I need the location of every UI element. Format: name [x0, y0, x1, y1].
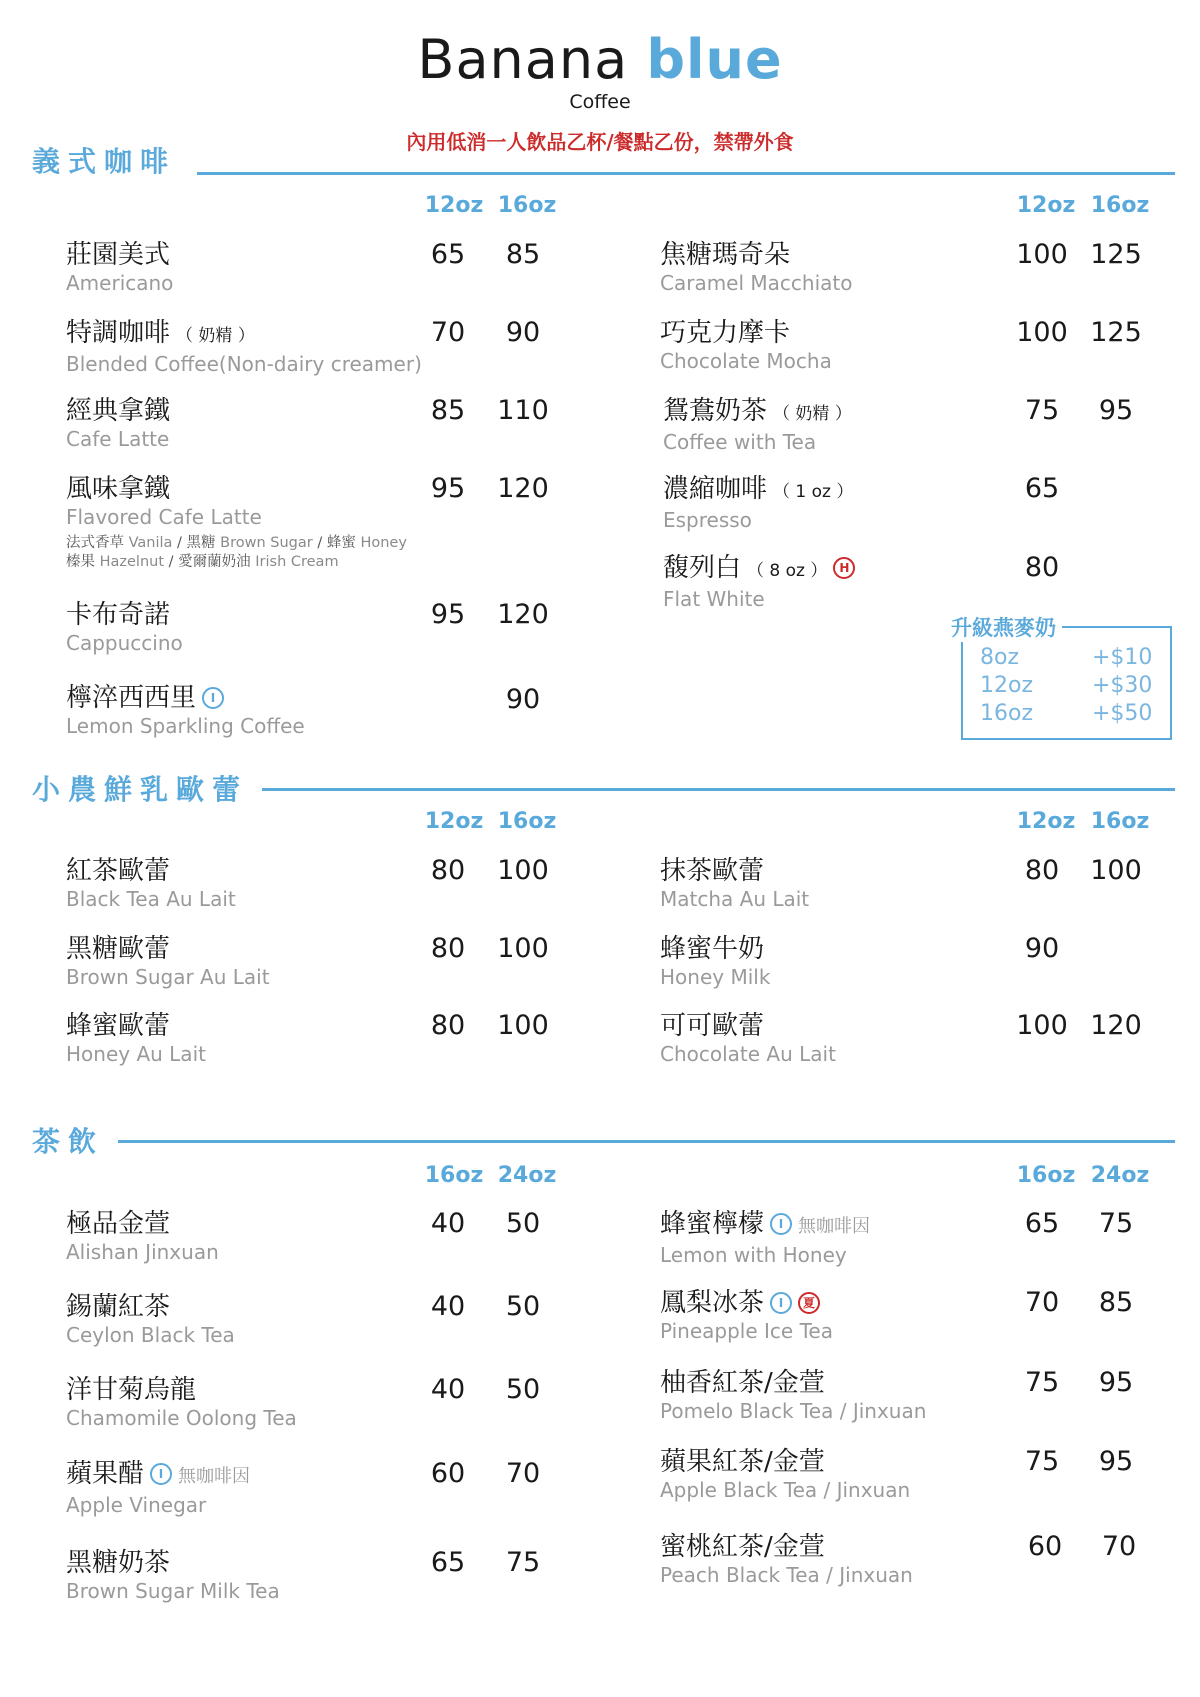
item-name-en: Pomelo Black Tea / Jinxuan [660, 1399, 927, 1423]
price: 60 [1027, 1531, 1063, 1562]
price: 120 [1090, 1010, 1142, 1041]
item-name-en: Lemon with Honey [660, 1243, 847, 1267]
hot-only-icon: H [833, 557, 855, 579]
item-name-en: Flat White [663, 587, 765, 611]
item-name-en: Lemon Sparkling Coffee [66, 714, 305, 738]
price: 50 [505, 1208, 541, 1239]
menu-item [66, 1459, 250, 1518]
flavor-en: Brown Sugar [220, 535, 313, 551]
decaf-label: 無咖啡因 [178, 1466, 251, 1487]
item-name-zh: 紅茶歐蕾 [66, 856, 171, 886]
item-name-zh: 鴛鴦奶茶 [663, 396, 768, 426]
price: 85 [1098, 1287, 1134, 1318]
menu-item [663, 396, 852, 455]
decaf-label: 無咖啡因 [798, 1216, 871, 1237]
oat-size: 12oz [980, 673, 1034, 698]
item-name-zh: 特調咖啡 [66, 318, 171, 348]
brand-subtitle: Coffee [569, 91, 631, 113]
brand-logo [0, 30, 1200, 90]
item-name-zh: 錫蘭紅茶 [66, 1292, 171, 1322]
item-name-zh: 莊園美式 [66, 240, 171, 270]
price: 120 [497, 473, 549, 504]
item-name-zh: 蜜桃紅茶/金萱 [660, 1532, 825, 1562]
item-name-en: Brown Sugar Au Lait [66, 965, 270, 989]
item-name-en: Coffee with Tea [663, 430, 817, 454]
price: 40 [430, 1374, 466, 1405]
item-name-en: Apple Black Tea / Jinxuan [660, 1478, 911, 1502]
price: 95 [430, 473, 466, 504]
menu-item [66, 1375, 297, 1431]
item-name-zh: 可可歐蕾 [660, 1011, 765, 1041]
item-name-en: Chocolate Au Lait [660, 1042, 836, 1066]
size-header: 16oz [497, 809, 557, 834]
item-name-zh: 經典拿鐵 [66, 396, 171, 426]
item-name-en: Apple Vinegar [66, 1493, 207, 1517]
oat-size: 8oz [980, 645, 1020, 670]
price: 100 [1016, 317, 1068, 348]
item-name-zh: 抹茶歐蕾 [660, 856, 765, 886]
menu-item [66, 474, 407, 572]
brand-name-part1: Banana [417, 28, 629, 91]
item-name-en: Alishan Jinxuan [66, 1240, 219, 1264]
item-name-en: Peach Black Tea / Jinxuan [660, 1563, 913, 1587]
menu-item [660, 1368, 926, 1424]
menu-item [660, 934, 770, 990]
section-divider [197, 172, 1175, 175]
menu-item [660, 1288, 833, 1344]
flavor-en: Irish Cream [255, 554, 339, 570]
flavor-zh: 榛果 [66, 554, 95, 570]
minimum-charge-notice: 內用低消一人飲品乙杯/餐點乙份，禁帶外食 [406, 130, 794, 154]
flavor-zh: 蜂蜜 [326, 535, 356, 551]
item-name-zh: 黑糖歐蕾 [66, 934, 171, 964]
menu-item [66, 1011, 206, 1067]
menu-item [66, 318, 422, 377]
price: 80 [430, 855, 466, 886]
item-name-en: Chamomile Oolong Tea [66, 1406, 297, 1430]
price: 125 [1090, 317, 1142, 348]
oat-milk-title: 升級燕麥奶 [945, 612, 1062, 642]
price: 70 [505, 1458, 541, 1489]
price: 110 [497, 395, 549, 426]
item-name-zh: 洋甘菊烏龍 [66, 1375, 197, 1405]
flavor-en: Vanila [128, 535, 173, 551]
item-name-zh: 檸淬西西里 [66, 683, 197, 713]
item-name-zh: 巧克力摩卡 [660, 318, 791, 348]
item-name-en: Matcha Au Lait [660, 887, 810, 911]
menu-item [663, 553, 855, 612]
item-name-en: Ceylon Black Tea [66, 1323, 235, 1347]
item-name-zh: 馥列白 [663, 553, 742, 583]
item-note: （ 奶精 ） [773, 404, 852, 424]
price: 80 [1024, 552, 1060, 583]
price: 90 [505, 317, 541, 348]
price: 40 [430, 1291, 466, 1322]
item-name-en: Caramel Macchiato [660, 271, 853, 295]
menu-item [660, 1011, 836, 1067]
size-header: 16oz [1016, 1163, 1076, 1188]
menu-item [66, 396, 170, 452]
item-name-zh: 蜂蜜檸檬 [660, 1209, 765, 1239]
oat-price: +$30 [1092, 673, 1153, 698]
item-name-zh: 黑糖奶茶 [66, 1548, 171, 1578]
item-name-zh: 焦糖瑪奇朵 [660, 240, 791, 270]
menu-item [66, 1548, 280, 1604]
price: 90 [1024, 933, 1060, 964]
item-name-zh: 蜂蜜歐蕾 [66, 1011, 171, 1041]
iced-only-icon: I [202, 687, 224, 709]
oat-price: +$10 [1092, 645, 1153, 670]
price: 50 [505, 1374, 541, 1405]
size-header: 16oz [1090, 193, 1150, 218]
menu-item [66, 240, 173, 296]
price: 75 [1024, 1367, 1060, 1398]
menu-item [660, 240, 852, 296]
menu-item [660, 856, 809, 912]
price: 80 [1024, 855, 1060, 886]
price: 70 [430, 317, 466, 348]
size-header: 12oz [424, 809, 484, 834]
price: 60 [430, 1458, 466, 1489]
iced-only-icon: I [770, 1292, 792, 1314]
oat-size: 16oz [980, 701, 1034, 726]
price: 75 [505, 1547, 541, 1578]
item-name-en: Honey Milk [660, 965, 771, 989]
flavor-zh: 法式香草 [66, 535, 124, 551]
menu-item [660, 1447, 910, 1503]
price: 80 [430, 933, 466, 964]
menu-item [660, 1209, 870, 1268]
price: 75 [1024, 395, 1060, 426]
item-name-zh: 蘋果紅茶/金萱 [660, 1447, 825, 1477]
section-title-au-lait: 小農鮮乳歐蕾 [32, 773, 249, 806]
item-name-en: Blended Coffee(Non-dairy creamer) [66, 352, 422, 376]
flavor-zh: 愛爾蘭奶油 [178, 554, 251, 570]
price: 100 [1090, 855, 1142, 886]
price: 125 [1090, 239, 1142, 270]
price: 90 [505, 684, 541, 715]
item-note: （ 1 oz ） [773, 482, 854, 502]
price: 95 [430, 599, 466, 630]
size-header: 24oz [1090, 1163, 1150, 1188]
item-name-zh: 極品金萱 [66, 1209, 171, 1239]
size-header: 12oz [1016, 809, 1076, 834]
iced-only-icon: I [770, 1213, 792, 1235]
price: 80 [430, 1010, 466, 1041]
size-header: 16oz [497, 193, 557, 218]
item-name-en: Cafe Latte [66, 427, 170, 451]
item-name-en: Pineapple Ice Tea [660, 1319, 833, 1343]
size-header: 16oz [1090, 809, 1150, 834]
item-note: （ 8 oz ） [747, 561, 828, 581]
item-note: （ 奶精 ） [176, 326, 255, 346]
brand-name-part2: blue [646, 28, 783, 91]
section-title-tea: 茶飲 [32, 1125, 105, 1158]
item-name-en: Americano [66, 271, 174, 295]
price: 50 [505, 1291, 541, 1322]
price: 70 [1101, 1531, 1137, 1562]
menu-item [660, 318, 832, 374]
section-title-coffee: 義式咖啡 [32, 145, 177, 178]
section-divider [118, 1140, 1175, 1143]
price: 65 [430, 239, 466, 270]
price: 65 [430, 1547, 466, 1578]
price: 70 [1024, 1287, 1060, 1318]
price: 40 [430, 1208, 466, 1239]
item-name-zh: 鳳梨冰茶 [660, 1288, 765, 1318]
price: 100 [497, 855, 549, 886]
item-name-en: Chocolate Mocha [660, 349, 832, 373]
size-header: 12oz [424, 193, 484, 218]
item-name-en: Black Tea Au Lait [66, 887, 236, 911]
price: 95 [1098, 1367, 1134, 1398]
item-name-en: Honey Au Lait [66, 1042, 206, 1066]
menu-item [66, 683, 305, 739]
item-name-zh: 柚香紅茶/金萱 [660, 1368, 825, 1398]
flavor-en: Honey [360, 535, 407, 551]
flavor-en: Hazelnut [99, 554, 165, 570]
price: 95 [1098, 395, 1134, 426]
iced-only-icon: I [150, 1463, 172, 1485]
menu-item [660, 1532, 913, 1588]
summer-only-icon: 夏 [798, 1292, 820, 1314]
item-name-en: Flavored Cafe Latte [66, 505, 262, 529]
item-name-en: Cappuccino [66, 631, 183, 655]
size-header: 12oz [1016, 193, 1076, 218]
price: 65 [1024, 1208, 1060, 1239]
item-name-zh: 濃縮咖啡 [663, 474, 768, 504]
menu-item [66, 600, 183, 656]
size-header: 24oz [497, 1163, 557, 1188]
menu-item [66, 934, 270, 990]
item-name-en: Brown Sugar Milk Tea [66, 1579, 280, 1603]
price: 65 [1024, 473, 1060, 504]
menu-item [663, 474, 853, 533]
item-name-zh: 蘋果醋 [66, 1459, 145, 1489]
oat-price: +$50 [1092, 701, 1153, 726]
menu-item [66, 1209, 219, 1265]
price: 100 [1016, 239, 1068, 270]
flavor-zh: 黑糖 [186, 535, 216, 551]
price: 95 [1098, 1446, 1134, 1477]
price: 85 [430, 395, 466, 426]
price: 120 [497, 599, 549, 630]
price: 75 [1098, 1208, 1134, 1239]
section-divider [262, 788, 1175, 791]
price: 100 [1016, 1010, 1068, 1041]
size-header: 16oz [424, 1163, 484, 1188]
price: 100 [497, 933, 549, 964]
flavor-options: 法式香草 Vanila / 黑糖 Brown Sugar / 蜂蜜 Honey [66, 535, 407, 551]
flavor-options: 榛果 Hazelnut / 愛爾蘭奶油 Irish Cream [66, 554, 339, 570]
price: 85 [505, 239, 541, 270]
menu-item [66, 856, 236, 912]
price: 75 [1024, 1446, 1060, 1477]
price: 100 [497, 1010, 549, 1041]
menu-item [66, 1292, 235, 1348]
item-name-en: Espresso [663, 508, 752, 532]
item-name-zh: 卡布奇諾 [66, 600, 171, 630]
item-name-zh: 蜂蜜牛奶 [660, 934, 765, 964]
item-name-zh: 風味拿鐵 [66, 474, 171, 504]
